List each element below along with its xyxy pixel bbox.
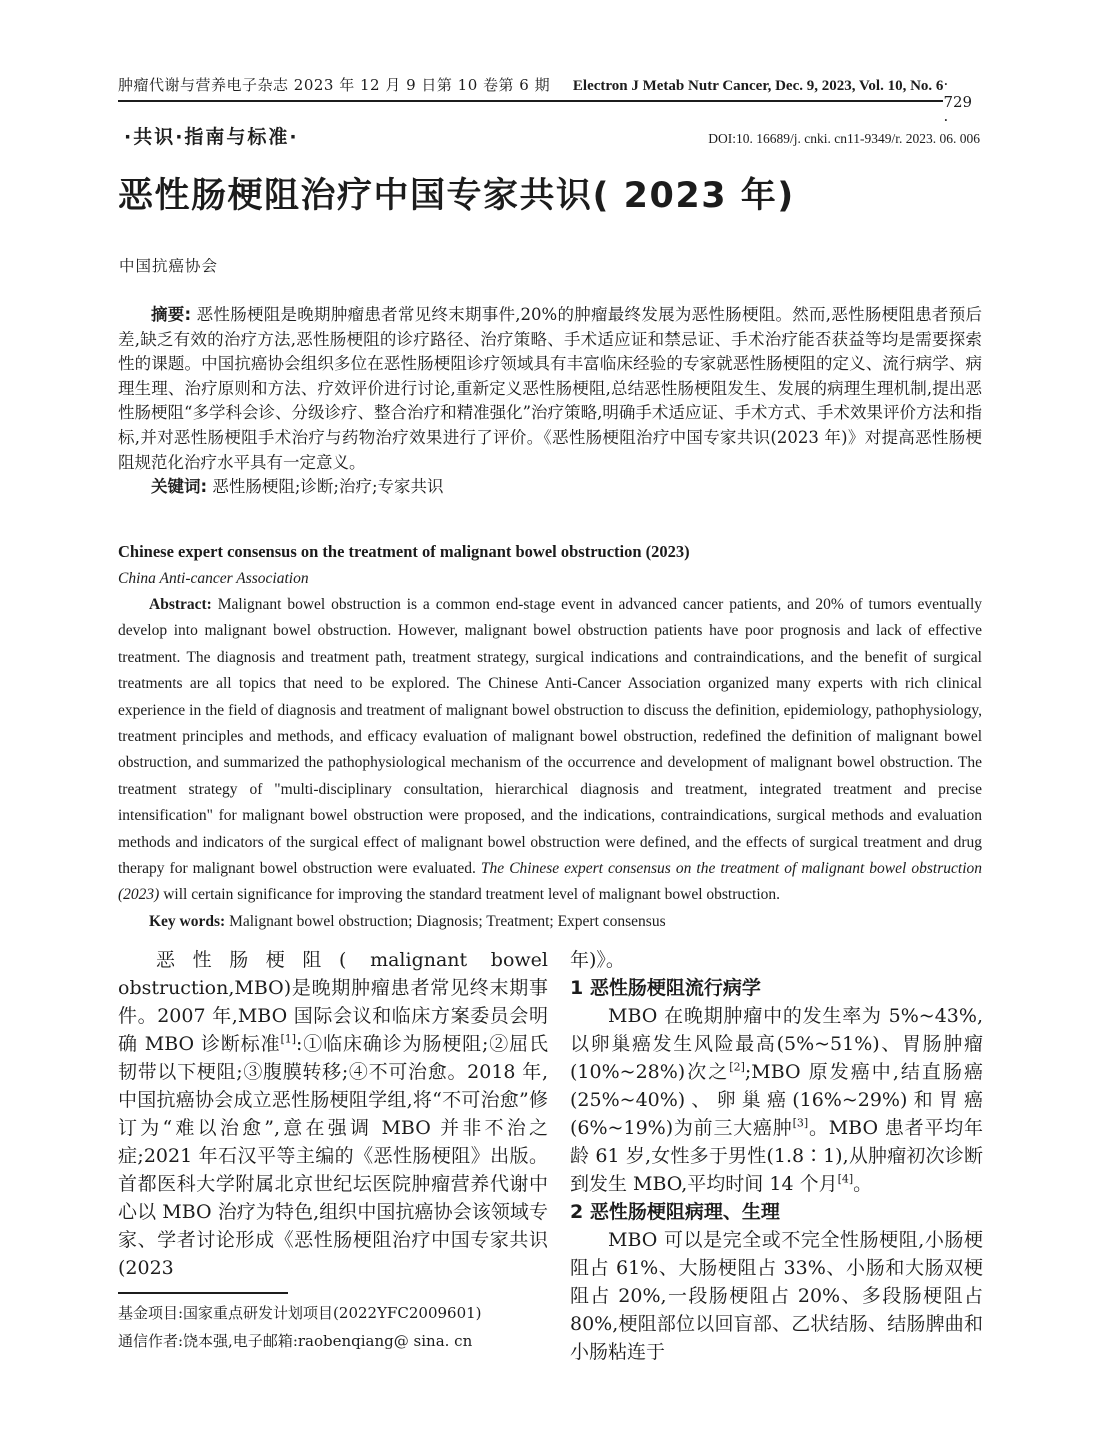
footnote-block [118,1292,558,1355]
doi-text: DOI:10. 16689/j. cnki. cn11-9349/r. 2023. 06. 006 [708,131,980,146]
cn-keywords-text: 恶性肠梗阻;诊断;治疗;专家共识 [212,477,444,497]
cn-keywords [118,475,982,500]
en-abstract-block [118,538,982,935]
cn-abstract-label: 摘要: [151,305,192,324]
article-author: 中国抗癌协会 [119,257,219,275]
footnote-rule [118,1292,288,1294]
article-title: 恶性肠梗阻治疗中国专家共识( 2023 年) [118,176,795,216]
fund-note: 基金项目:国家重点研发计划项目(2022YFC2009601) [118,1304,482,1322]
section-2-paragraph: MBO 可以是完全或不完全性肠梗阻,小肠梗阻占 61%、大肠梗阻占 33%、小肠和大肠双梗阻占 20%,一段肠梗阻占 20%、多段肠梗阻占 80%,梗阻部位以回盲部、乙状结肠、结肠脾曲和小肠粘连于 [570,1229,983,1363]
section-1-paragraph: MBO 在晚期肿瘤中的发生率为 5%~43%,以卵巢癌发生风险最高(5%~51%)、胃肠肿瘤(10%~28%)次之[2];MBO 原发癌中,结直肠癌(25%~40%)、卵巢癌(16%~29%)和胃癌(6%~19%)为前三大癌肿[3]。MBO 患者平均年龄 61 岁,女性多于男性(1.8∶1),从肿瘤初次诊断到发生 MBO,平均时间 14 个月[4]。 [570,1005,984,1195]
en-keywords-text: Malignant bowel obstruction; Diagnosis; Treatment; Expert consensus [229,912,666,930]
cn-abstract-block [118,303,982,500]
right-column [570,946,983,1366]
cn-abstract [118,303,982,475]
journal-title-en: Electron J Metab Nutr Cancer, Dec. 9, 2023, Vol. 10, No. 6 [572,78,944,94]
en-abstract [118,592,982,909]
journal-title-cn: 肿瘤代谢与营养电子杂志 2023 年 12 月 9 日第 10 卷第 6 期 [118,76,551,94]
en-keywords [118,909,982,935]
cn-abstract-text: 恶性肠梗阻是晚期肿瘤患者常见终末期事件,20%的肿瘤最终发展为恶性肠梗阻。然而,恶性肠梗阻患者预后差,缺乏有效的治疗方法,恶性肠梗阻的诊疗路径、治疗策略、手术适应证和禁忌证、手术治疗能否获益等均是需要探索性的课题。中国抗癌协会组织多位在恶性肠梗阻诊疗领域具有丰富临床经验的专家就恶性肠梗阻的定义、流行病学、病理生理、治疗原则和方法、疗效评价进行讨论,重新定义恶性肠梗阻,总结恶性肠梗阻发生、发展的病理生理机制,提出恶性肠梗阻“多学科会诊、分级诊疗、整合治疗和精准强化”治疗策略,明确手术适应证、手术方式、手术效果评价方法和指标,并对恶性肠梗阻手术治疗与药物治疗效果进行了评价。《恶性肠梗阻治疗中国专家共识(2023 年)》对提高恶性肠梗阻规范化治疗水平具有一定意义。 [118,305,982,472]
correspondence-note: 通信作者:饶本强,电子邮箱:raobenqiang@ sina. cn [118,1331,473,1350]
en-title: Chinese expert consensus on the treatment of malignant bowel obstruction (2023) [118,542,690,561]
column-section-label: ·共识·指南与标准· [124,126,299,148]
en-abstract-text: Malignant bowel obstruction is a common end-stage event in advanced cancer patients, and 20% of tumors eventually develop into malignant bowel obstruction. However, malignant bowel obstruction patients have poor prognosis and lack of effective treatment. The diagnosis and treatment path, treatment strategy, surgical indications and contraindications, and the benefit of surgical treatments are all topics that need to be explored. The Chinese Anti-Cancer Association organized many experts with rich clinical experience in the field of diagnosis and treatment of malignant bowel obstruction to discuss the definition, epidemiology, pathophysiology, treatment principles and methods, and efficacy evaluation of malignant bowel obstruction, redefined the definition of malignant bowel obstruction, and summarized the pathophysiological mechanism of the occurrence and development of malignant bowel obstruction. The treatment strategy of "multi-disciplinary consultation, hierarchical diagnosis and treatment, integrated treatment and precise intensification" for malignant bowel obstruction were proposed, and the indications, contraindications, surgical methods and evaluation methods and indicators of the surgical effect of malignant bowel obstruction were defined, and the effects of surgical treatment and drug therapy for malignant bowel obstruction were evaluated. The Chinese expert consensus on the treatment of malignant bowel obstruction (2023) will certain significance for improving the standard treatment level of malignant bowel obstruction. [118,596,983,904]
cn-keywords-label: 关键词: [151,477,208,497]
running-header [118,74,980,129]
en-keywords-label: Key words: [149,912,226,930]
page-number: · 729 · [943,75,973,129]
section-1-heading: 1 恶性肠梗阻流行病学 [570,977,761,999]
intro-paragraph-continuation: 年)》。 [570,949,625,971]
en-abstract-label: Abstract: [149,596,212,613]
section-2-heading: 2 恶性肠梗阻病理、生理 [570,1201,780,1223]
en-author: China Anti-cancer Association [118,570,309,587]
journal-info [118,74,943,102]
intro-paragraph: 恶性肠梗阻( malignant bowel obstruction,MBO)是晚期肿瘤患者常见终末期事件。2007 年,MBO 国际会议和临床方案委员会明确 MBO 诊断标准[1]:①临床确诊为肠梗阻;②屈氏韧带以下梗阻;③腹膜转移;④不可治愈。2018 年,中国抗癌协会成立恶性肠梗阻学组,将“不可治愈”修订为“难以治愈”,意在强调 MBO 并非不治之症;2021 年石汉平等主编的《恶性肠梗阻》出版。首都医科大学附属北京世纪坛医院肿瘤营养代谢中心以 MBO 治疗为特色,组织中国抗癌协会该领域专家、学者讨论形成《恶性肠梗阻治疗中国专家共识(2023 [118,949,548,1279]
